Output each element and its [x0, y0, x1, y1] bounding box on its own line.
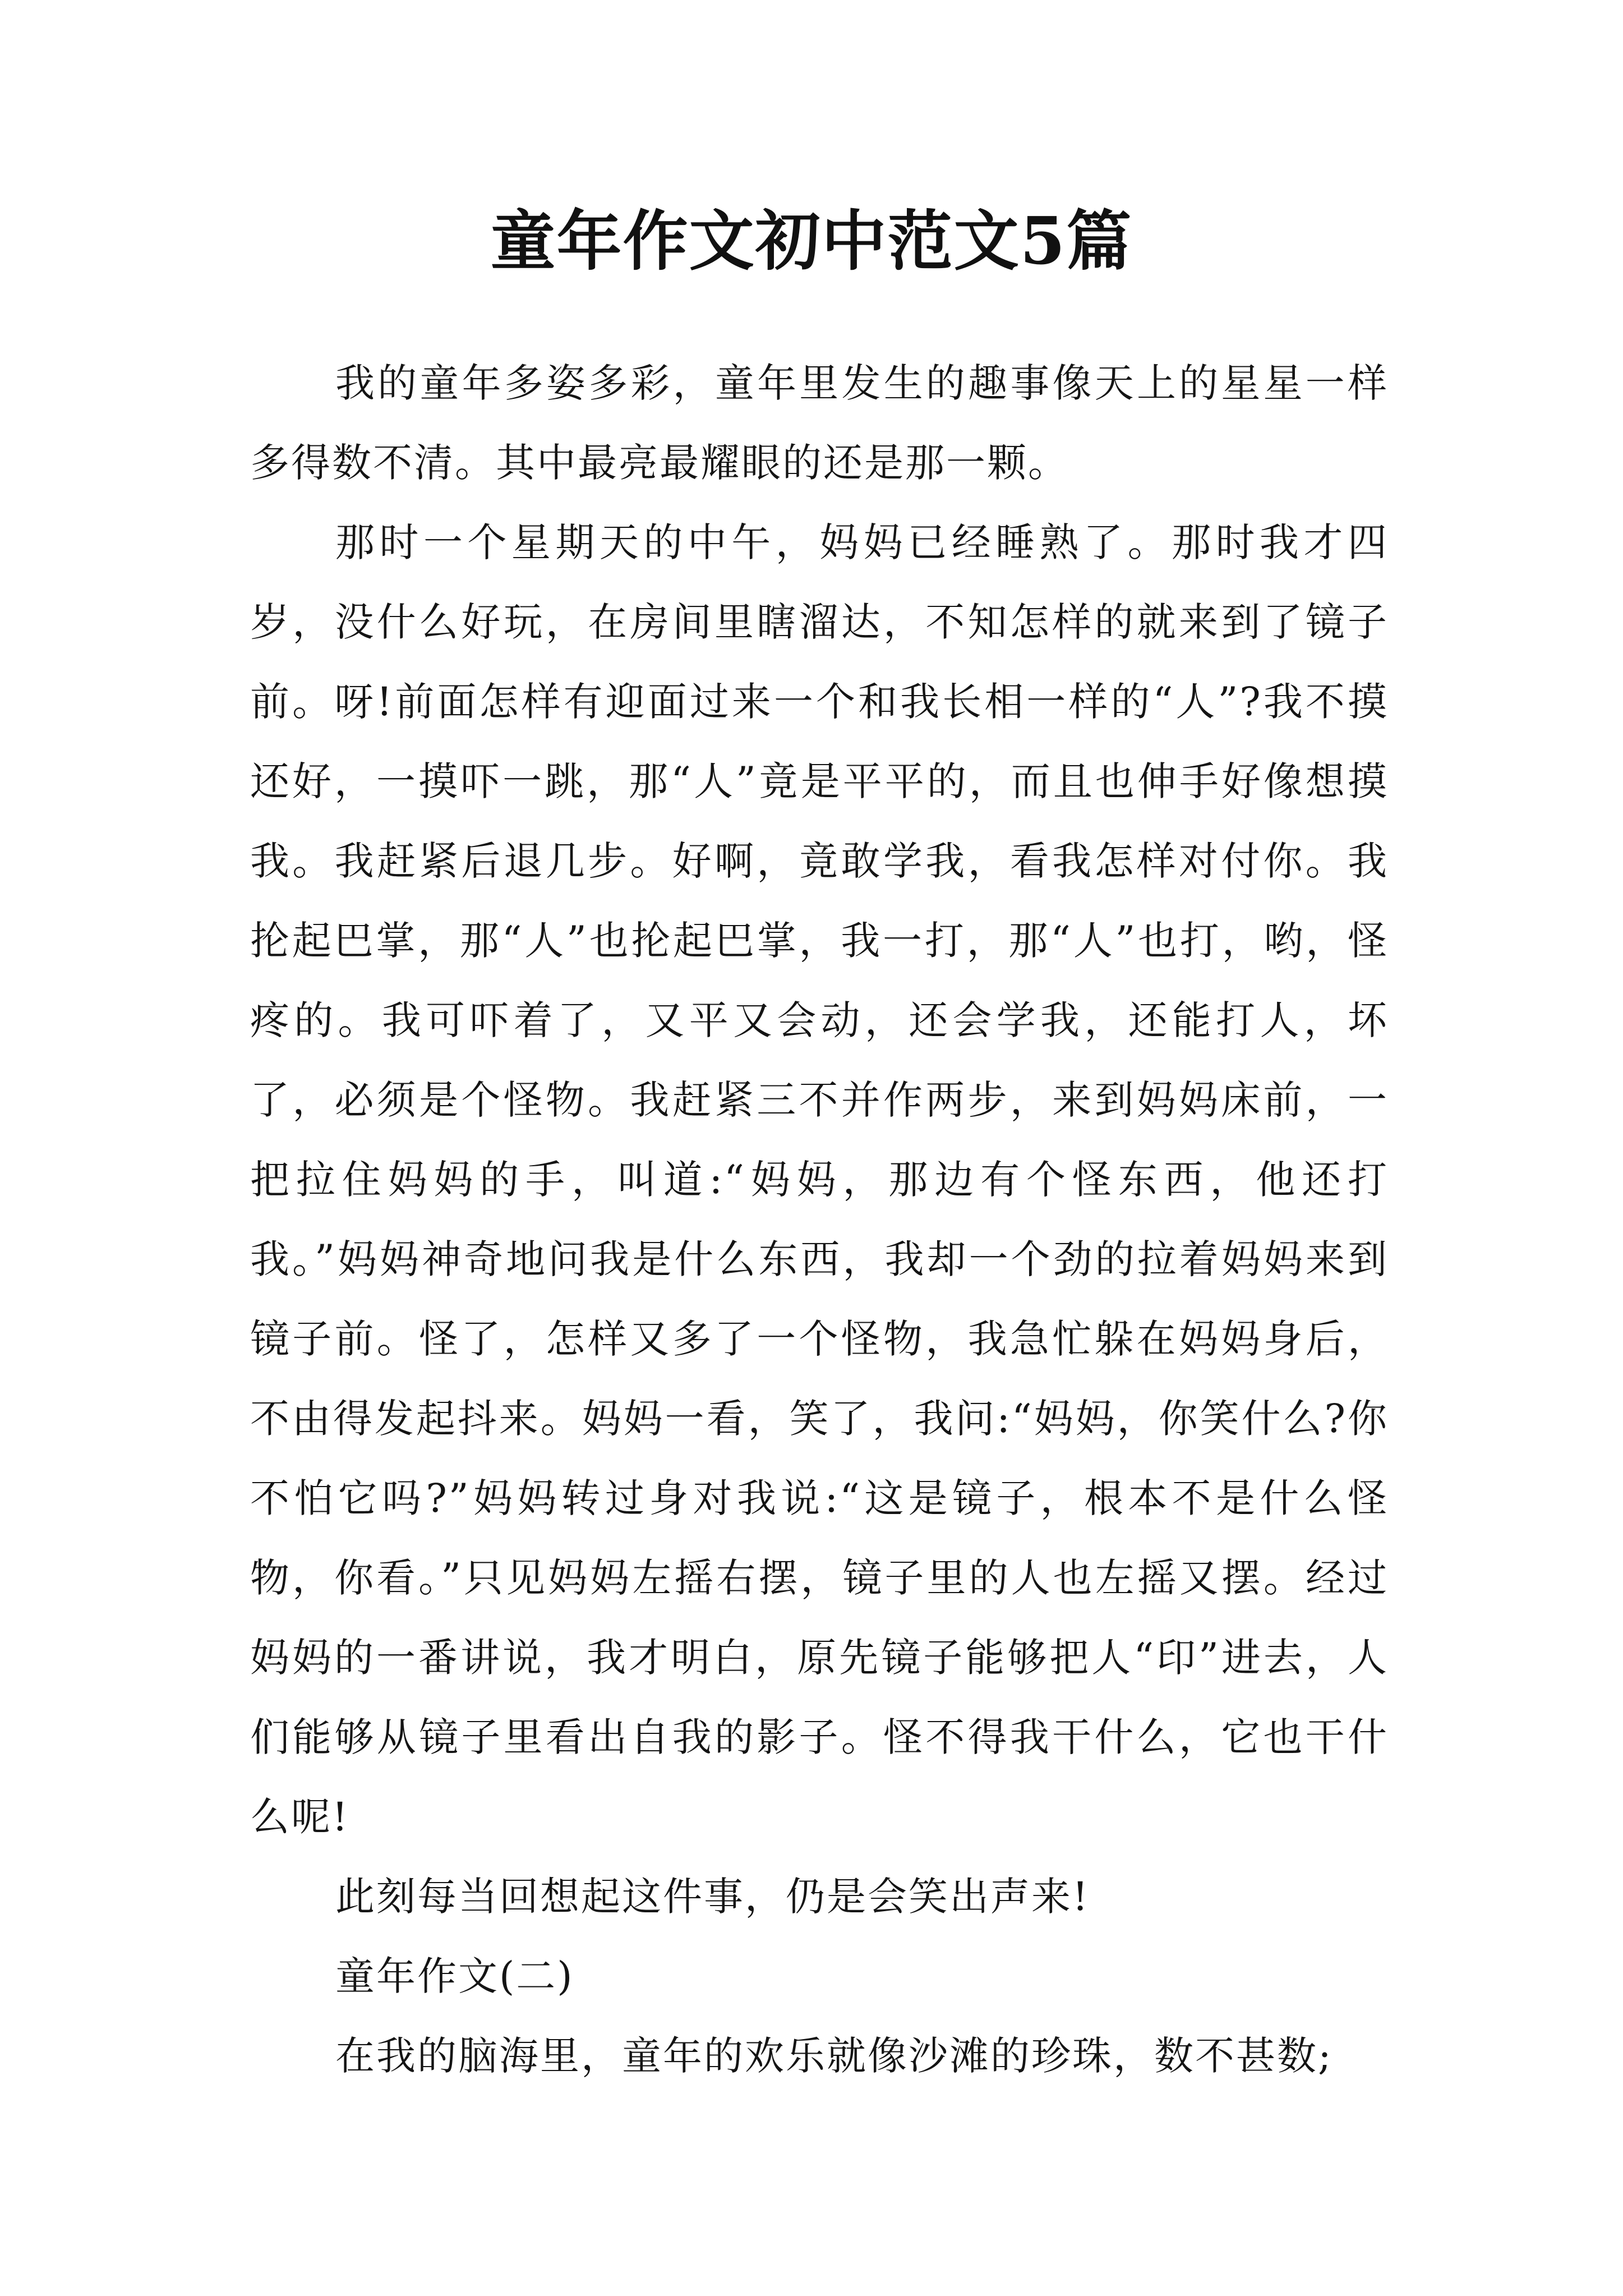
section-heading: 童年作文(二)	[335, 1953, 574, 1999]
paragraph: 那时一个星期天的中午，妈妈已经睡熟了。那时我才四岁，没什么好玩，在房间里瞎溜达，不知怎样的就来到了镜子前。呀!前面怎样有迎面过来一个和我长相一样的“人”?我不摸还好，一摸吓一跳，那“人”竟是平平的，而且也伸手好像想摸我。我赶紧后退几步。好啊，竟敢学我，看我怎样对付你。我抡起巴掌，那“人”也抡起巴掌，我一打，那“人”也打，哟，怪疼的。我可吓着了，又平又会动，还会学我，还能打人，坏了，必须是个怪物。我赶紧三不并作两步，来到妈妈床前，一把拉住妈妈的手，叫道:“妈妈，那边有个怪东西，他还打我。”妈妈神奇地问我是什么东西，我却一个劲的拉着妈妈来到镜子前。怪了，怎样又多了一个怪物，我急忙躲在妈妈身后，不由得发起抖来。妈妈一看，笑了，我问:“妈妈，你笑什么?你不怕它吗?”妈妈转过身对我说:“这是镜子，根本不是什么怪物，你看。”只见妈妈左摇右摆，镜子里的人也左摇又摆。经过妈妈的一番讲说，我才明白，原先镜子能够把人“印”进去，人们能够从镜子里看出自我的影子。怪不得我干什么，它也干什么呢!	[250, 519, 1389, 1840]
paragraph: 此刻每当回想起这件事，仍是会笑出声来!	[335, 1874, 1090, 1920]
paragraph: 我的童年多姿多彩，童年里发生的趣事像天上的星星一样多得数不清。其中最亮最耀眼的还是那一颗。	[250, 360, 1389, 486]
document-body	[250, 343, 1389, 2096]
document-title: 童年作文初中范文5篇	[490, 203, 1133, 279]
paragraph: 在我的脑海里，童年的欢乐就像沙滩的珍珠，数不甚数;	[335, 2033, 1333, 2079]
